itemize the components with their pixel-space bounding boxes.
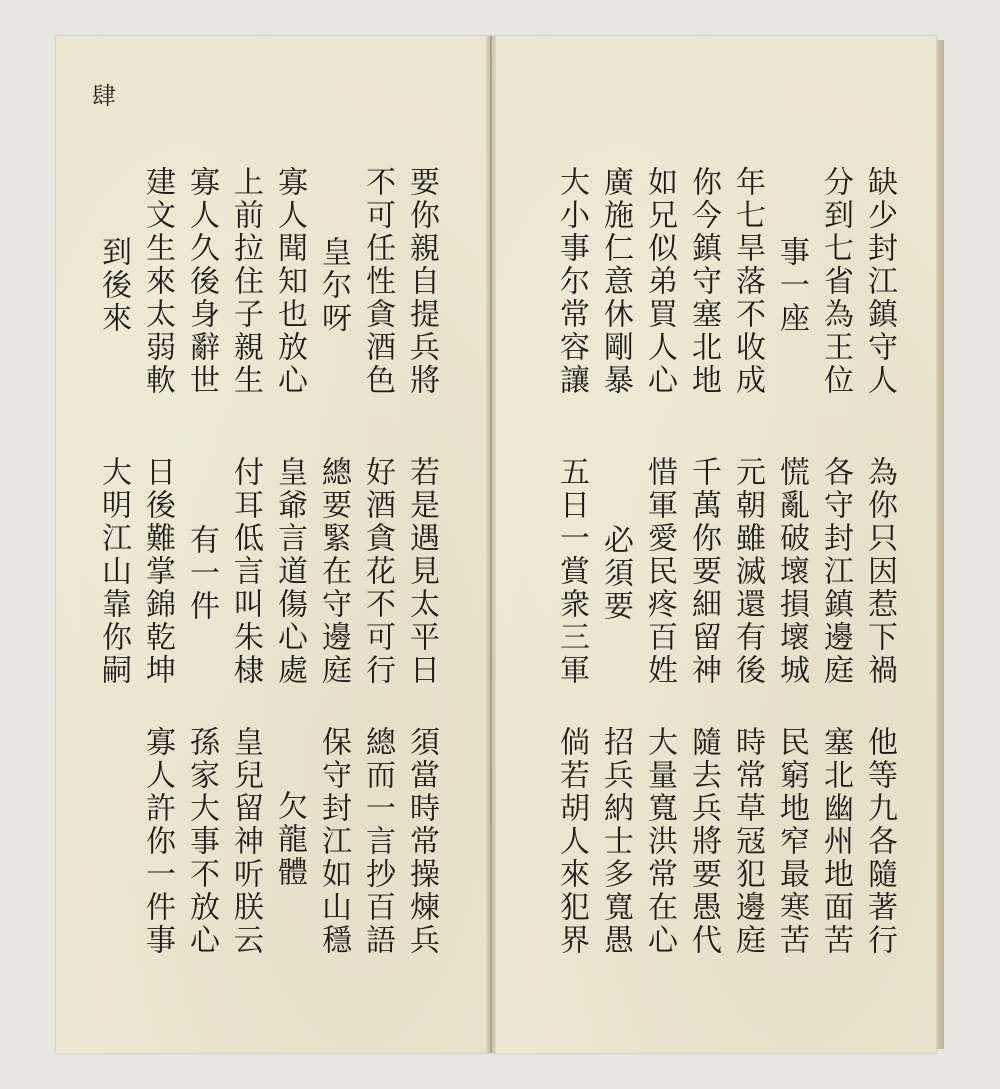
right-page-column: 塞北幽州地面苦 bbox=[818, 726, 853, 957]
right-page-column: 缺少封江鎮守人 bbox=[862, 166, 897, 397]
right-page-column: 各守封江鎮邊庭 bbox=[818, 456, 853, 687]
left-page-column: 寡人許你一件事 bbox=[140, 726, 175, 957]
right-page-column: 惜軍愛民疼百姓 bbox=[642, 456, 677, 687]
left-page-column: 孫家大事不放心 bbox=[184, 726, 219, 957]
left-page-column: 寡人久後身辭世 bbox=[184, 166, 219, 397]
page-edge bbox=[936, 40, 944, 1049]
right-page-column: 大小事尔常容讓 bbox=[554, 166, 589, 397]
left-page-column: 寡人聞知也放心 bbox=[272, 166, 307, 397]
right-page-column: 如兄似弟買人心 bbox=[642, 166, 677, 397]
right-page-column: 倘若胡人來犯界 bbox=[554, 726, 589, 957]
right-page-column: 事一座 bbox=[774, 236, 809, 335]
left-page-column: 須當時常操煉兵 bbox=[404, 726, 439, 957]
left-page-column: 有一件 bbox=[184, 524, 219, 623]
right-page-column: 時常草冦犯邊庭 bbox=[730, 726, 765, 957]
open-book bbox=[56, 36, 944, 1053]
right-page-column: 民窮地窄最寒苦 bbox=[774, 726, 809, 957]
right-page-column: 為你只因惹下禍 bbox=[862, 456, 897, 687]
right-page-column: 隨去兵將要愚代 bbox=[686, 726, 721, 957]
right-page-column: 分到七省為王位 bbox=[818, 166, 853, 397]
left-page-column: 皇爺言道傷心處 bbox=[272, 456, 307, 687]
left-page bbox=[56, 36, 491, 1053]
right-page-column: 大量寬洪常在心 bbox=[642, 726, 677, 957]
left-page-column: 總而一言抄百語 bbox=[360, 726, 395, 957]
right-page-column: 他等九各隨著行 bbox=[862, 726, 897, 957]
folio-number: 肆 bbox=[92, 82, 116, 110]
right-page-column: 慌亂破壞損壞城 bbox=[774, 456, 809, 687]
right-page-column: 年七旱落不收成 bbox=[730, 166, 765, 397]
left-page-column: 欠龍體 bbox=[272, 790, 307, 889]
right-page-column: 千萬你要細留神 bbox=[686, 456, 721, 687]
right-page-column: 招兵納士多寬愚 bbox=[598, 726, 633, 957]
left-page-column: 要你親自提兵將 bbox=[404, 166, 439, 397]
left-page-column: 若是遇見太平日 bbox=[404, 456, 439, 687]
left-page-column: 大明江山靠你嗣 bbox=[96, 456, 131, 687]
left-page-column: 付耳低言叫朱棣 bbox=[228, 456, 263, 687]
right-page bbox=[492, 36, 936, 1053]
right-page-column: 元朝雖滅還有後 bbox=[730, 456, 765, 687]
left-page-column: 好酒貪花不可行 bbox=[360, 456, 395, 687]
right-page-column: 必須要 bbox=[598, 524, 633, 623]
left-page-column: 皇兒留神听朕云 bbox=[228, 726, 263, 957]
left-page-column: 保守封江如山穩 bbox=[316, 726, 351, 957]
book-gutter bbox=[486, 36, 496, 1053]
left-page-column: 總要緊在守邊庭 bbox=[316, 456, 351, 687]
left-page-column: 日後難掌錦乾坤 bbox=[140, 456, 175, 687]
left-page-column: 到後來 bbox=[96, 236, 131, 335]
left-page-column: 上前拉住子親生 bbox=[228, 166, 263, 397]
right-page-column: 五日一賞衆三軍 bbox=[554, 456, 589, 687]
right-page-column: 你今鎮守塞北地 bbox=[686, 166, 721, 397]
left-page-column: 不可任性貪酒色 bbox=[360, 166, 395, 397]
left-page-column: 皇尔呀 bbox=[316, 236, 351, 335]
right-page-column: 廣施仁意休剛暴 bbox=[598, 166, 633, 397]
left-page-column: 建文生來太弱軟 bbox=[140, 166, 175, 397]
